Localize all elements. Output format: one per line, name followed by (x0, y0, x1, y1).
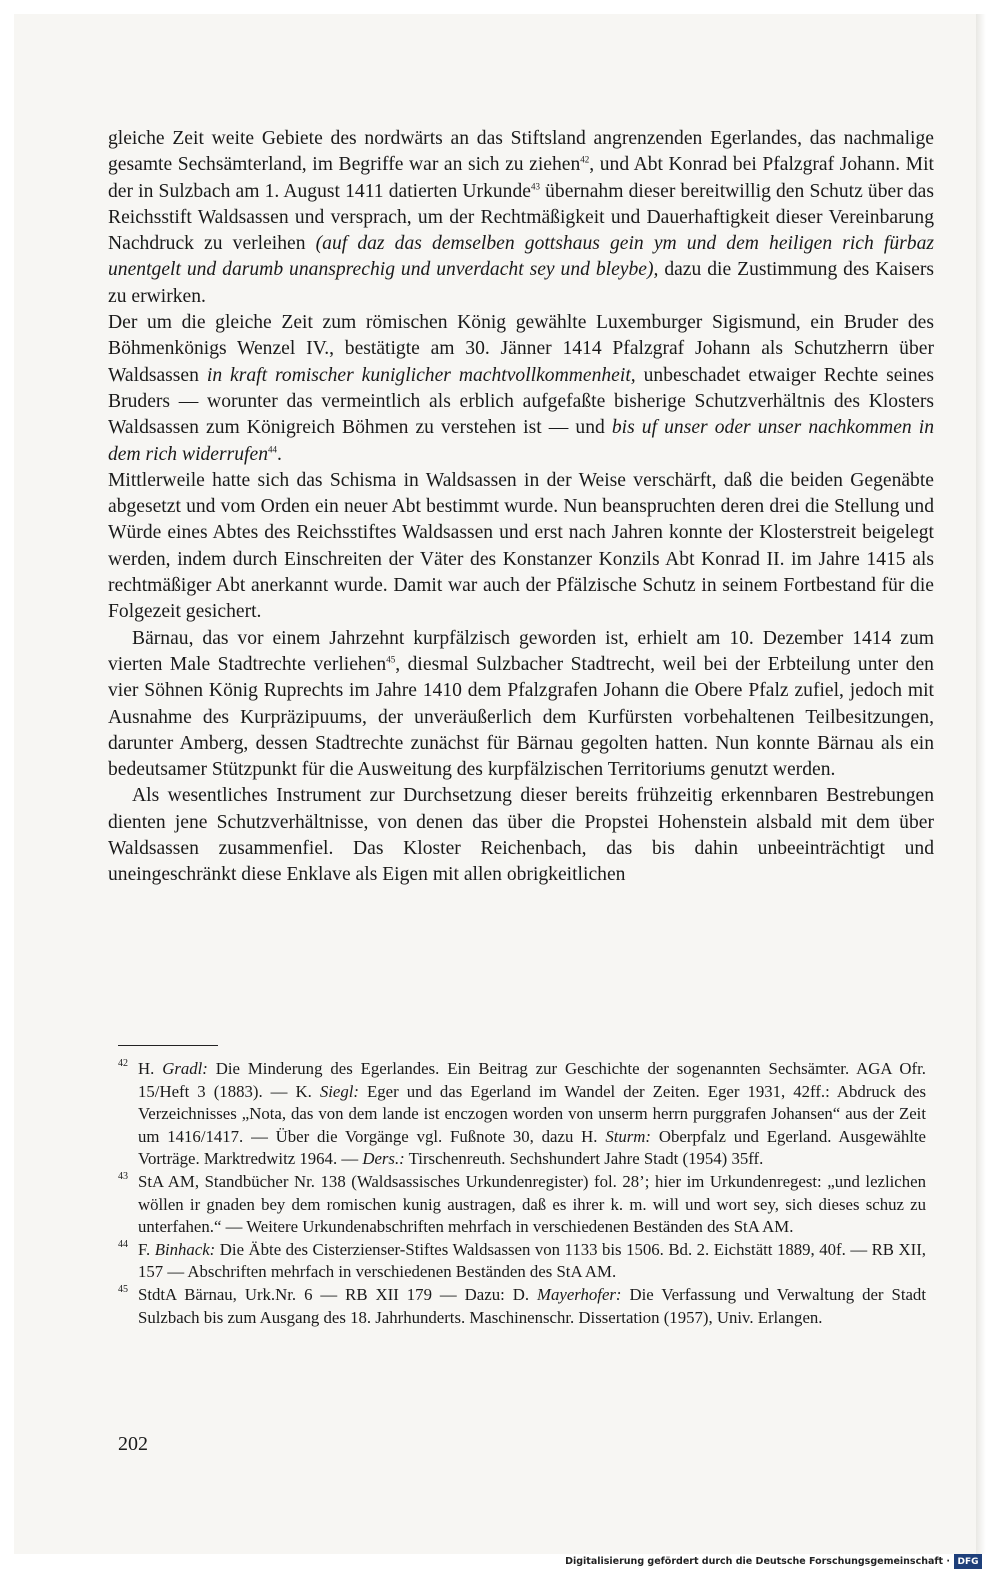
footnote-text: Oberpfalz und Egerland. Ausgewählte Vorträge. Marktredwitz 1964. — (138, 1126, 926, 1169)
paragraph-2 (108, 310, 934, 468)
footnote (118, 1239, 926, 1284)
footnote (118, 1058, 926, 1171)
text-span: übernahm dieser bereitwillig den Schutz über das Reichsstift Waldsassen und versprach, um der Rechtmäßigkeit und Dauerhaftigkeit dieser Vereinbarung Nachdruck zu verleihen (108, 180, 934, 255)
footnote-divider (118, 1045, 218, 1046)
page-number: 202 (118, 1433, 148, 1455)
quotation: (auf daz das demselben gottshaus gein ym und dem heiligen rich fürbaz unentgelt und darumb unansprechig und unverdacht sey und bleybe), (108, 233, 934, 281)
text-span: Der um die gleiche Zeit zum römischen König gewählte Luxemburger Sigismund, ein Bruder des Böhmenkönigs Wenzel IV., bestätigte am 30. Jänner 1414 Pfalzgraf Johann als Schutzherrn über Waldsassen (108, 312, 934, 386)
footnote-text: Die Minderung des Egerlandes. Ein Beitrag zur Geschichte der sogenannten Sechsämter. AGA Ofr. 15/Heft 3 (1883). — K. (138, 1059, 926, 1101)
page-edge-shadow (976, 14, 986, 1554)
footnote-text: StA AM, Standbücher Nr. 138 (Waldsassisches Urkundenregister) fol. 28’; hier im Urkundenregest: „und lezlichen wöllen ir gnaden bey dem romischen kunig austragen, daß es ihrer k. m. will und wort sey, sich dieses schuz zu unterfahen.“ — Weitere Urkundenabschriften mehrfach in verschiedenen Beständen des StA AM. (138, 1171, 926, 1237)
footnote-number: 45 (118, 1283, 128, 1295)
author-name: Gradl: (162, 1059, 208, 1078)
text-span: dazu die Zustimmung des Kaisers zu erwirken. (108, 259, 934, 307)
text-span: . (277, 443, 282, 465)
footnote-text: F. (138, 1239, 155, 1259)
author-name: Mayerhofer: (537, 1284, 622, 1304)
footnote (118, 1284, 926, 1329)
footnote-text: StdtA Bärnau, Urk.Nr. 6 — RB XII 179 — Dazu: D. (138, 1284, 538, 1304)
footnote-number: 44 (118, 1238, 128, 1250)
footnote-ref: 43 (530, 181, 540, 192)
footnote-number: 43 (118, 1170, 128, 1182)
dfg-logo: DFG (954, 1554, 982, 1569)
paragraph-1 (108, 126, 934, 310)
footnotes (118, 1058, 926, 1329)
author-name: Sturm: (605, 1126, 651, 1146)
quotation: bis uf unser oder unser nachkommen in dem rich widerrufen (108, 417, 934, 465)
text-span: gleiche Zeit weite Gebiete des nordwärts an das Stiftsland angrenzenden Egerlandes, das nachmalige gesamte Sechsämterland, im Begriffe war an sich zu ziehen (108, 128, 934, 176)
footnote (118, 1171, 926, 1239)
paragraph-5: Als wesentliches Instrument zur Durchsetzung dieser bereits frühzeitig erkennbaren Bestrebungen dienten jene Schutzverhältnisse, von denen das über die Propstei Hohenstein alsbald mit dem über Waldsassen zusammenfiel. Das Kloster Reichenbach, das bis dahin unbeeinträchtigt und uneingeschränkt diese Enklave als Eigen mit allen obrigkeitlichen (108, 785, 934, 886)
text-span: , diesmal Sulzbacher Stadtrecht, weil bei der Erbteilung unter den vier Söhnen König Ruprechts im Jahre 1410 dem Pfalzgrafen Johann die Obere Pfalz zufiel, jedoch mit Ausnahme des Kurpräzipuums, der unveräußerlich dem Kurfürsten vorbehaltenen Teilbesitzungen, darunter Amberg, dessen Stadtrechte zunächst für Bärnau gegolten hatten. Nun konnte Bärnau als ein bedeutsamer Stützpunkt für die Ausweitung des kurpfälzischen Territoriums genutzt werden. (108, 653, 934, 781)
footnote-text: Die Verfassung und Verwaltung der Stadt Sulzbach bis zum Ausgang des 18. Jahrhunderts. Maschinenschr. Dissertation (1957), Univ. Erlangen. (138, 1284, 926, 1327)
footnote-ref: 44 (268, 444, 277, 455)
author-name: Binhack: (154, 1239, 216, 1259)
main-text (108, 126, 934, 889)
footnote-ref: 45 (386, 654, 396, 665)
paragraph-4 (108, 626, 934, 784)
text-span: Bärnau, das vor einem Jahrzehnt kurpfälzisch geworden ist, erhielt am 10. Dezember 1414 zum vierten Male Stadtrechte verliehen (108, 627, 934, 675)
quotation: in kraft romischer kuniglicher machtvollkommenheit, (206, 364, 636, 386)
footnote-text: Die Äbte des Cisterzienser-Stiftes Waldsassen von 1133 bis 1506. Bd. 2. Eichstätt 1889, 40f. — RB XII, 157 — Abschriften mehrfach in verschiedenen Beständen des StA AM. (138, 1239, 926, 1282)
paragraph-3: Mittlerweile hatte sich das Schisma in Waldsassen in der Weise verschärft, daß die beiden Gegenäbte abgesetzt und vom Orden ein neuer Abt bestimmt wurde. Nun beanspruchten deren drei die Stellung und Würde eines Abtes des Reichsstiftes Waldsassen und erst nach Jahren konnte der Klosterstreit beigelegt werden, indem durch Einschreiten der Väter des Konstanzer Konzils Abt Konrad II. im Jahre 1415 als rechtmäßiger Abt anerkannt wurde. Damit war auch der Pfälzische Schutz in seinem Fortbestand für die Folgezeit gesichert. (108, 469, 934, 623)
text-span: , und Abt Konrad bei Pfalzgraf Johann. Mit der in Sulzbach am 1. August 1411 datierten Urkunde (108, 154, 934, 202)
footnote-text: H. (138, 1059, 163, 1078)
digitization-credit: Digitalisierung gefördert durch die Deutsche Forschungsgemeinschaft · (565, 1556, 950, 1567)
author-name: Ders.: (362, 1149, 405, 1169)
footnote-ref: 42 (580, 154, 590, 165)
footnote-text: Tirschenreuth. Sechshundert Jahre Stadt (1954) 35ff. (404, 1149, 764, 1169)
text-span: unbeschadet etwaiger Rechte seines Bruders — worunter das vermeintlich als erblich aufgefaßte bisherige Schutzverhältnis des Klosters Waldsassen zum Königreich Böhmen zu verstehen ist — und (108, 364, 934, 439)
footnote-text: Eger und das Egerland im Wandel der Zeiten. Eger 1931, 42ff.: Abdruck des Verzeichnisses „Nota, das von dem lande ist enczogen worden von unserm herrn purggrafen Johansen“ aus der Zeit um 1416/1417. — Über die Vorgänge vgl. Fußnote 30, dazu H. (138, 1081, 926, 1146)
footnote-number: 42 (118, 1058, 128, 1069)
author-name: Siegl: (319, 1081, 359, 1101)
